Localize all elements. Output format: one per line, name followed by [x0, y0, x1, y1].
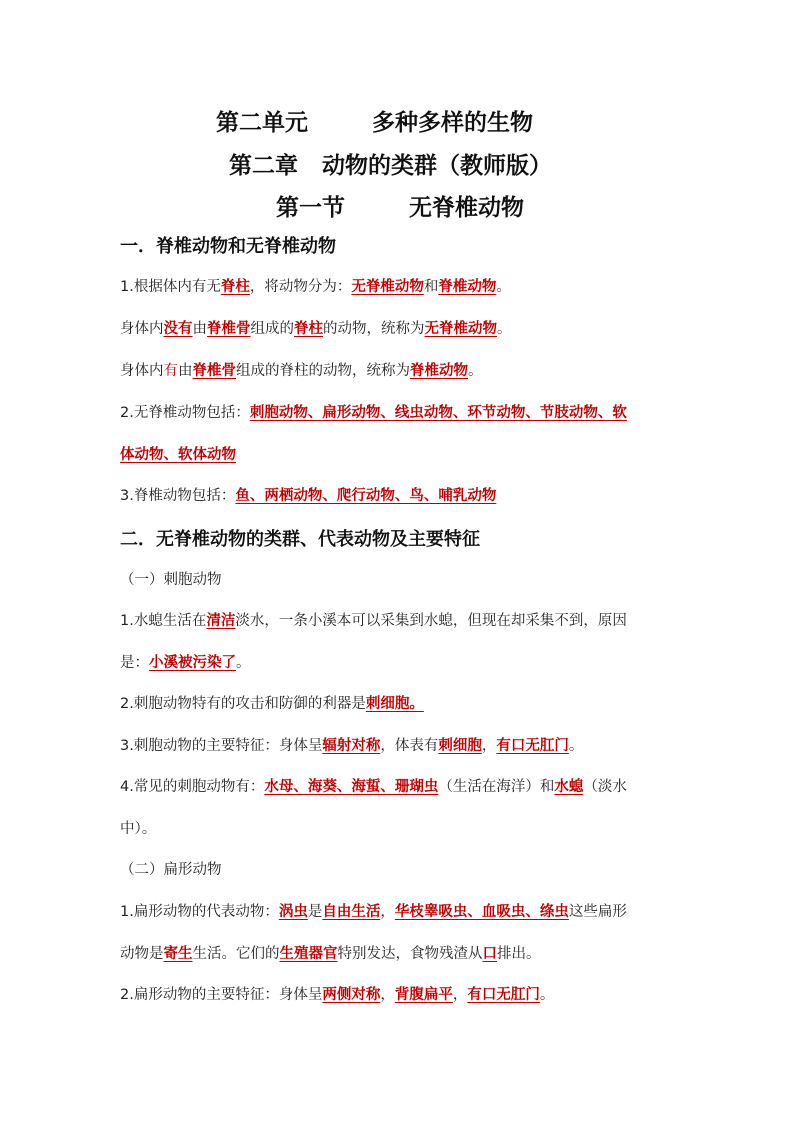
answer: 辐射对称 [322, 738, 381, 754]
part1-heading: 一．脊椎动物和无脊椎动物 [120, 236, 336, 257]
p1-line-3: 身体内有由脊椎骨组成的脊柱的动物，统称为脊椎动物。 [120, 363, 483, 379]
answer: 两侧对称 [322, 987, 381, 1003]
p2-line-5: 4.常见的刺胞动物有：水母、海葵、海蜇、珊瑚虫（生活在海洋）和水螅（淡水 [120, 779, 627, 795]
answer: 华枝睾吸虫、血吸虫、绦虫 [394, 904, 569, 920]
section-title: 第一节 无脊椎动物 [276, 195, 525, 221]
p1-line-1: 1.根据体内有无脊柱，将动物分为：无脊椎动物和脊椎动物。 [120, 279, 511, 295]
answer: 脊椎骨 [207, 321, 251, 337]
answer: 刺细胞 [438, 738, 482, 754]
answer: 小溪被污染了 [149, 655, 236, 671]
answer-plain: 有 [163, 363, 178, 379]
answer: 脊柱 [220, 279, 250, 295]
answer: 水母、海葵、海蜇、珊瑚虫 [264, 779, 439, 795]
p2-line-7: 1.扁形动物的代表动物：涡虫是自由生活，华枝睾吸虫、血吸虫、绦虫这些扁形 [120, 904, 627, 920]
answer: 脊柱 [294, 321, 323, 337]
answer: 生殖器官 [279, 946, 338, 962]
p2-line-1: 1.水螅生活在清洁淡水，一条小溪本可以采集到水螅，但现在却采集不到，原因 [120, 613, 627, 629]
unit-title: 第二单元 多种多样的生物 [216, 110, 534, 136]
answer: 无脊椎动物 [424, 321, 497, 337]
sub-heading-1: （一）刺胞动物 [120, 572, 222, 588]
p2-line-8: 动物是寄生生活。它们的生殖器官特别发达，食物残渣从口排出。 [120, 946, 541, 962]
p2-line-9: 2.扁形动物的主要特征：身体呈两侧对称，背腹扁平，有口无肛门。 [120, 987, 555, 1003]
p1-line-2: 身体内没有由脊椎骨组成的脊柱的动物，统称为无脊椎动物。 [120, 321, 512, 337]
p2-line-4: 3.刺胞动物的主要特征：身体呈辐射对称，体表有刺细胞，有口无肛门。 [120, 738, 584, 754]
answer: 刺胞动物、扁形动物、线虫动物、环节动物、节肢动物、软 [249, 405, 627, 421]
answer: 体动物、软体动物 [120, 447, 236, 463]
answer: 脊椎动物 [438, 279, 497, 295]
answer: 没有 [163, 321, 193, 337]
p2-line-3: 2.刺胞动物特有的攻击和防御的利器是刺细胞。 [120, 696, 424, 712]
chapter-title: 第二章 动物的类群（教师版） [229, 153, 553, 179]
answer: 脊椎动物 [410, 363, 468, 379]
p1-line-5 [120, 443, 236, 464]
answer: 背腹扁平 [394, 987, 453, 1003]
p1-line-6: 3.脊椎动物包括：鱼、两栖动物、爬行动物、鸟、哺乳动物 [120, 488, 497, 504]
p1-line-4: 2.无脊椎动物包括：刺胞动物、扁形动物、线虫动物、环节动物、节肢动物、软 [120, 405, 627, 421]
answer: 有口无肛门 [496, 738, 569, 754]
p2-line-6: 中）。 [120, 821, 157, 837]
answer: 涡虫 [278, 904, 308, 920]
answer: 自由生活 [322, 904, 381, 920]
p2-line-2: 是：小溪被污染了。 [120, 655, 251, 671]
answer: 鱼、两栖动物、爬行动物、鸟、哺乳动物 [235, 488, 497, 504]
answer: 口 [482, 946, 497, 962]
answer: 寄生 [163, 946, 193, 962]
answer: 水螅 [554, 779, 584, 795]
answer: 无脊椎动物 [351, 279, 424, 295]
answer: 脊椎骨 [192, 363, 236, 379]
part2-heading: 二．无脊椎动物的类群、代表动物及主要特征 [120, 529, 480, 550]
sub-heading-2: （二）扁形动物 [120, 862, 222, 878]
answer: 有口无肛门 [467, 987, 540, 1003]
answer: 刺细胞。 [365, 696, 424, 712]
answer: 清洁 [206, 613, 236, 629]
